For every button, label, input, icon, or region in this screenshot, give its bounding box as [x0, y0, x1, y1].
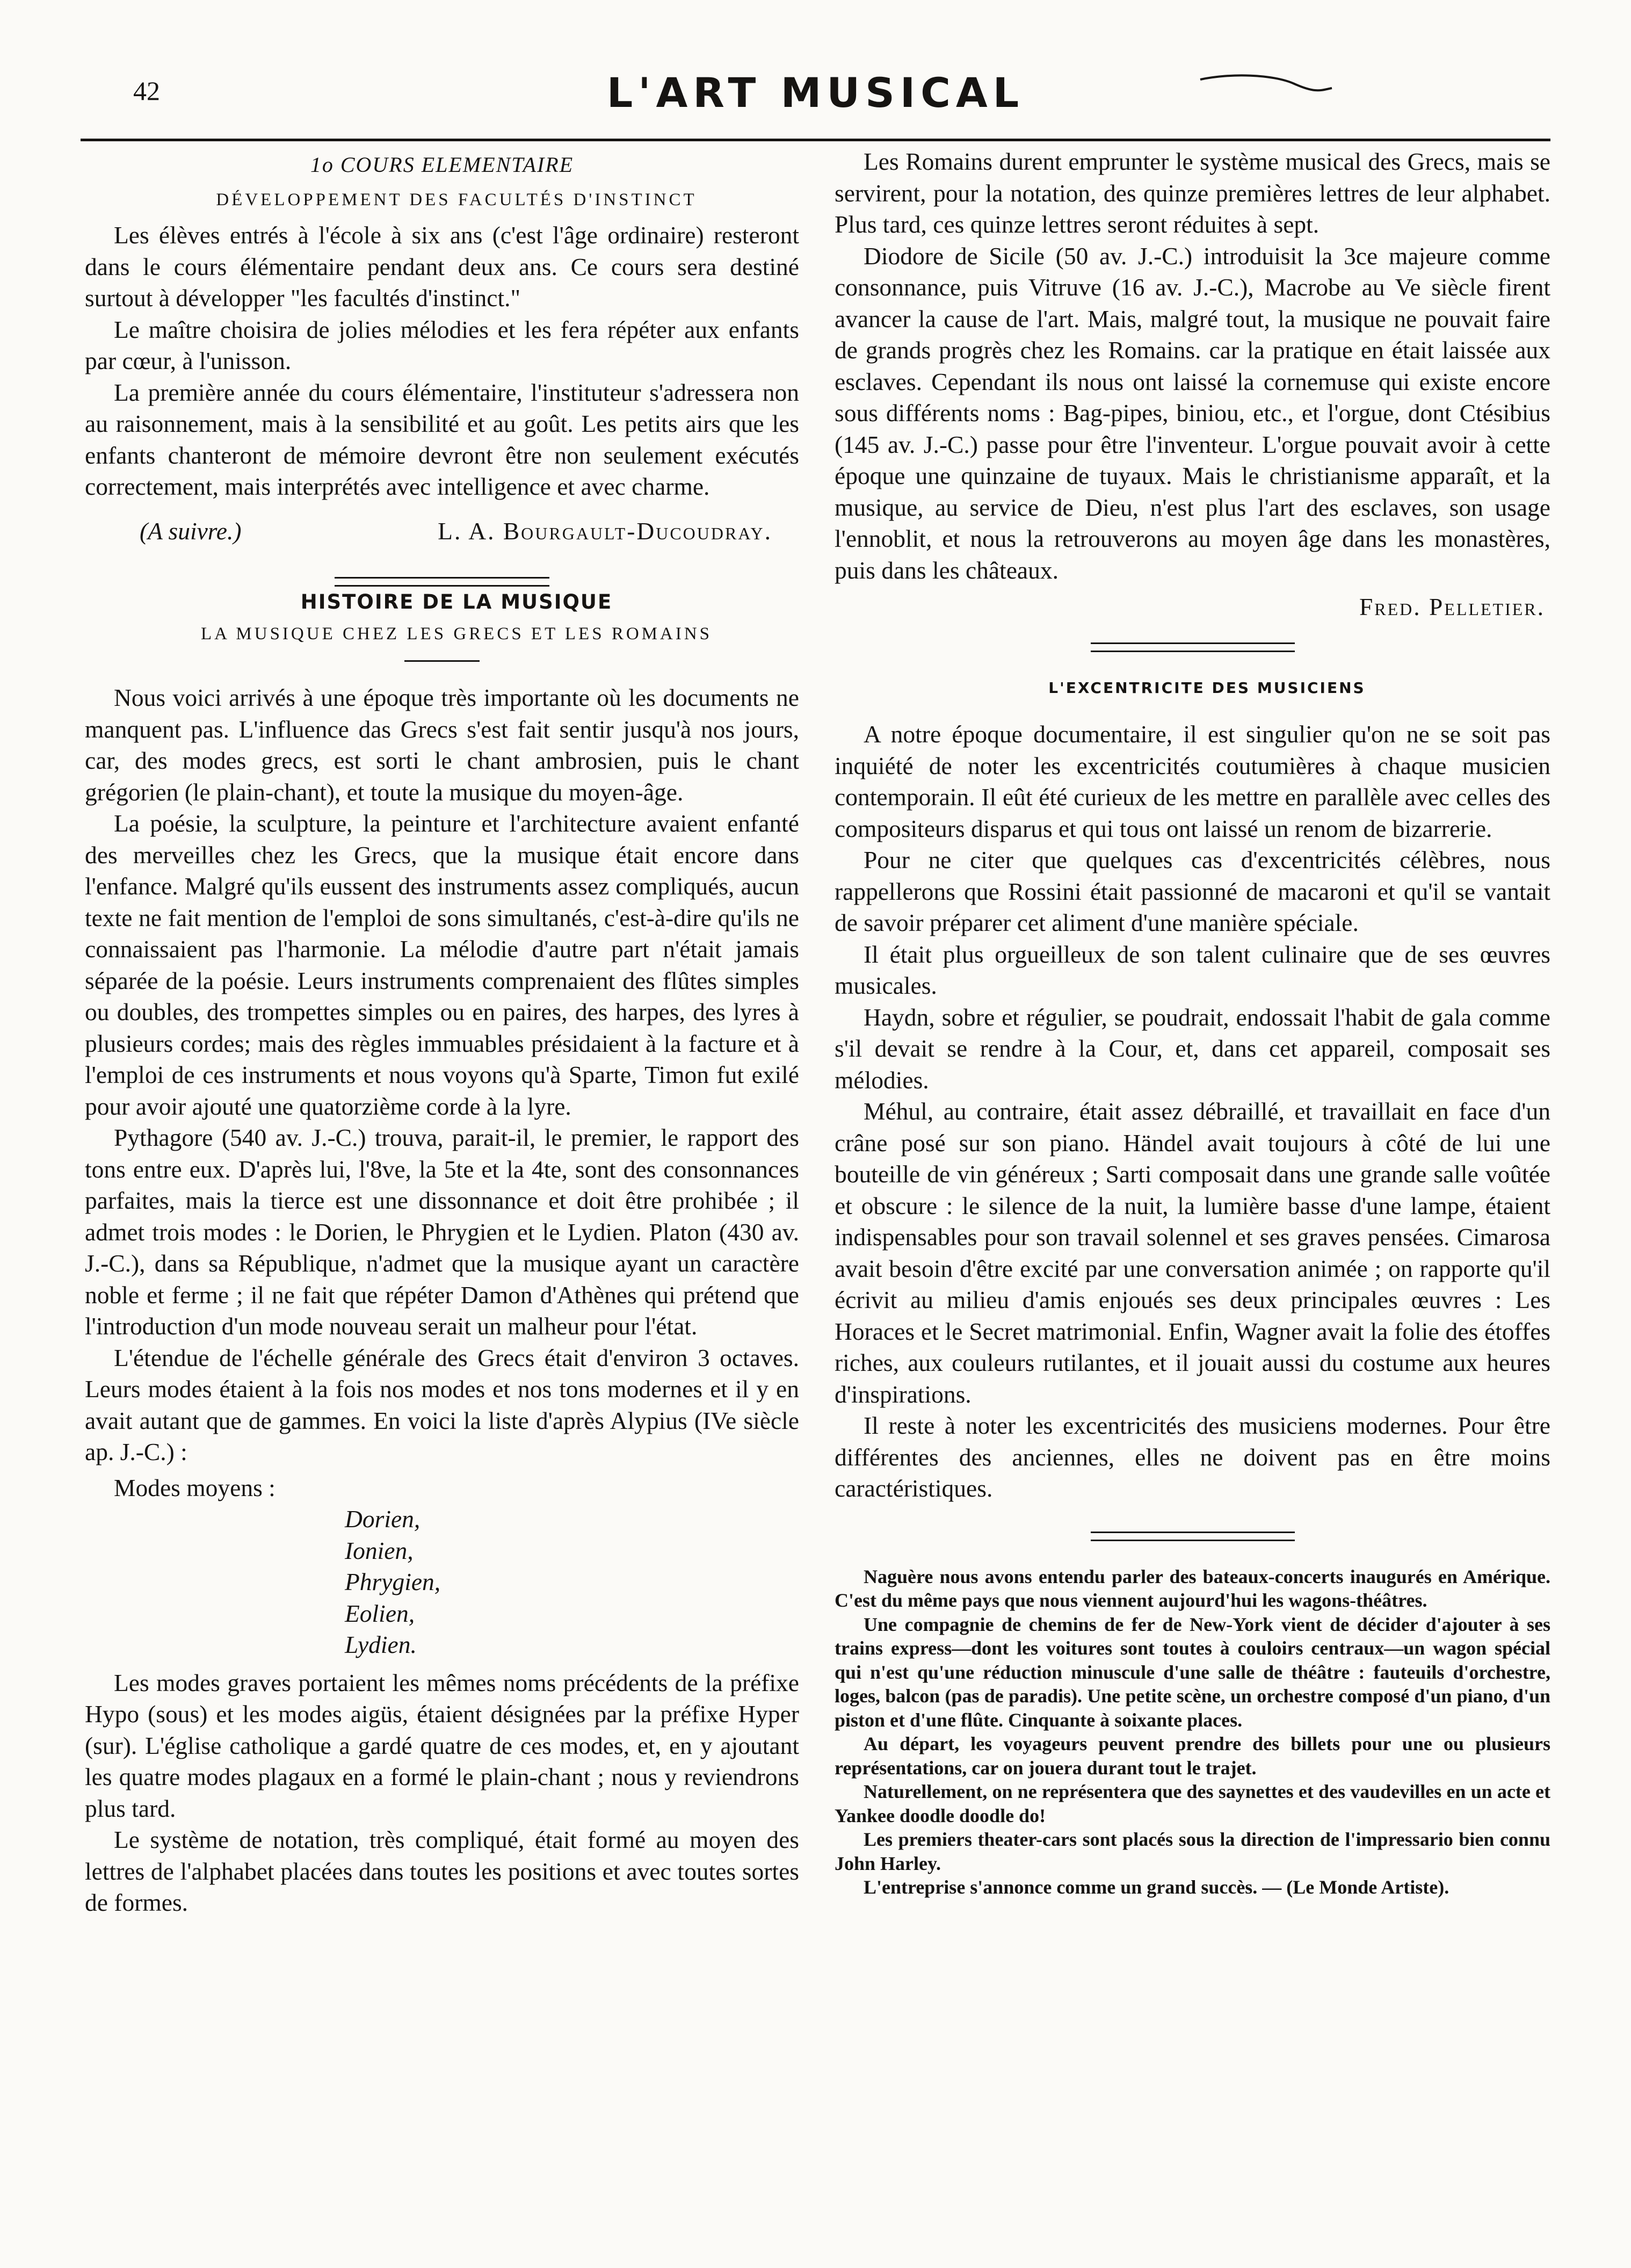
mode-item: Lydien. [345, 1631, 417, 1658]
paragraph: L'étendue de l'échelle générale des Grecs était d'environ 3 octaves. Leurs modes étaient à la fois nos modes et nos tons modernes et il y en avait autant que de gammes. En voici la liste d'après Alypius (IVe siècle ap. J.-C.) : [85, 1344, 799, 1465]
signature-line [85, 516, 799, 547]
header-rule [81, 139, 1550, 141]
news-notes [835, 1565, 1550, 1899]
note-paragraph: L'entreprise s'annonce comme un grand succès. — (Le Monde Artiste). [864, 1876, 1449, 1898]
section-subtitle: DÉVELOPPEMENT DES FACULTÉS D'INSTINCT [216, 190, 697, 210]
paragraph: Pythagore (540 av. J.-C.) trouva, parait-il, le premier, le rapport des tons entre eux. D'après lui, l'8ve, la 5te et la 4te, sont des consonnances parfaites, mais la tierce est une dissonnance et doit être prohibée ; il admet trois modes : le Dorien, le Phrygien et le Lydien. Platon (430 av. J.-C.), dans sa République, n'admet que la musique ayant un caractère noble et ferme ; il ne fait que répéter Damon d'Athènes qui prétend que l'introduction d'un mode nouveau serait un malheur pour l'état. [85, 1124, 799, 1340]
section-title: HISTOIRE DE LA MUSIQUE [300, 590, 613, 613]
section-title: L'EXCENTRICITE DES MUSICIENS [1048, 678, 1366, 697]
paragraph: La première année du cours élémentaire, l'instituteur s'adressera non au raisonnement, mais à la sensibilité et au goût. Les petits airs que les enfants chanteront de mémoire devront être non seulement exécutés correctement, mais interprétés avec intelligence et avec charme. [85, 378, 799, 500]
note-paragraph: Les premiers theater-cars sont placés sous la direction de l'impressario bien connu John Harley. [835, 1829, 1550, 1874]
double-rule-wrap [835, 1532, 1550, 1541]
note-paragraph: Naturellement, on ne représentera que des saynettes et des vaudevilles en un acte et Yankee doodle doodle do! [835, 1781, 1550, 1826]
paragraph: Nous voici arrivés à une époque très importante où les documents ne manquent pas. L'influence das Grecs s'est fait sentir jusqu'à nos jours, car, des modes grecs, est sorti le chant ambrosien, puis le chant grégorien (le plain-chant), et toute la musique du moyen-âge. [85, 684, 799, 806]
masthead: L'ART MUSICAL [606, 69, 1025, 117]
right-column [835, 146, 1550, 1899]
author: Fred. Pelletier. [1359, 593, 1545, 620]
short-rule [404, 660, 480, 662]
modes-label: Modes moyens : [114, 1474, 276, 1501]
double-rule [1091, 1532, 1295, 1541]
paragraph: Le système de notation, très compliqué, était formé au moyen des lettres de l'alphabet placées dans toutes les positions et avec toutes sortes de formes. [85, 1826, 799, 1916]
paragraph: Haydn, sobre et régulier, se poudrait, endossait l'habit de gala comme s'il devait se rendre à la Cour, et, dans cet appareil, composait ses mélodies. [835, 1003, 1550, 1094]
mode-item: Eolien, [345, 1599, 415, 1627]
note-paragraph: Une compagnie de chemins de fer de New-York vient de décider d'ajouter à ses trains express—dont les voitures sont toutes à couloirs centraux—un wagon spécial qui n'est qu'une réduction minuscule d'une salle de théâtre : fauteuils d'orchestre, loges, balcon (pas de paradis). Une petite scène, un orchestre composé d'un piano, d'un piston et d'une flûte. Cinquante à soixante places. [835, 1613, 1550, 1731]
mode-item: Dorien, [345, 1505, 421, 1533]
double-rule-wrap [835, 642, 1550, 652]
left-column [85, 146, 799, 1919]
pen-mark-decoration [1198, 69, 1337, 101]
page-number: 42 [133, 76, 160, 106]
paragraph: Le maître choisira de jolies mélodies et les fera répéter aux enfants par cœur, à l'unisson. [85, 315, 799, 374]
note-paragraph: Au départ, les voyageurs peuvent prendre des billets pour une ou plusieurs représentations, car on jouera durant tout le trajet. [835, 1733, 1550, 1779]
follow-note: (A suivre.) [140, 517, 242, 545]
double-rule [1091, 642, 1295, 652]
author: L. A. Bourgault-Ducoudray. [438, 517, 772, 545]
paragraph: Les élèves entrés à l'école à six ans (c'est l'âge ordinaire) resteront dans le cours élémentaire pendant deux ans. Ce cours sera destiné surtout à développer "les facultés d'instinct." [85, 221, 799, 312]
note-paragraph: Naguère nous avons entendu parler des bateaux-concerts inaugurés en Amérique. C'est du même pays que nous viennent aujourd'hui les wagons-théâtres. [835, 1565, 1550, 1611]
paragraph: Diodore de Sicile (50 av. J.-C.) introduisit la 3ce majeure comme consonnance, puis Vitruve (16 av. J.-C.), Macrobe au Ve siècle firent avancer la cause de l'art. Mais, malgré tout, la musique ne pouvait faire de grands progrès chez les Romains. car la pratique en était laissée aux esclaves. Cependant ils nous ont laissé la cornemuse qui existe encore sous différents noms : Bag-pipes, biniou, etc., et l'orgue, dont Ctésibius (145 av. J.-C.) passe pour être l'inventeur. L'orgue pouvait avoir à cette époque une quinzaine de tuyaux. Mais le christianisme apparaît, et la musique, au service de Dieu, n'est plus l'art des esclaves, son usage l'ennoblit, et nous la retrouverons au moyen âge dans les monastères, puis dans les châteaux. [835, 242, 1550, 584]
mode-item: Ionien, [345, 1536, 414, 1564]
paragraph: Il reste à noter les excentricités des musiciens modernes. Pour être différentes des anciennes, elles ne doivent pas en être moins caractéristiques. [835, 1412, 1550, 1502]
paragraph: Pour ne citer que quelques cas d'excentricités célèbres, nous rappellerons que Rossini était passionné de macaroni et qu'il se vantait de savoir préparer cet aliment d'une manière spéciale. [835, 846, 1550, 936]
section-title: 1o COURS ELEMENTAIRE [310, 153, 574, 177]
mode-item: Phrygien, [345, 1568, 441, 1595]
paragraph: Les modes graves portaient les mêmes noms précédents de la préfixe Hypo (sous) et les modes aigüs, étaient désignées par la préfixe Hyper (sur). L'église catholique a gardé quatre de ces modes, et, en y ajoutant les quatre modes plagaux en a formé le plain-chant ; nous y reviendrons plus tard. [85, 1669, 799, 1822]
paragraph: Méhul, au contraire, était assez débraillé, et travaillait en face d'un crâne posé sur son piano. Händel avait toujours à côté de lui une bouteille de vin généreux ; Sarti composait dans une grande salle voûtée et obscure : le silence de la nuit, la lumière basse d'une lampe, étaient indispensables pour son travail solennel et ses graves pensées. Cimarosa avait besoin d'être excité par une conversation animée ; on rapporte qu'il écrivit au milieu d'amis enjoués ses deux principales œuvres : Les Horaces et le Secret matrimonial. Enfin, Wagner avait la folie des étoffes riches, aux couleurs rutilantes, et il jouait aussi du costume aux heures d'inspirations. [835, 1097, 1550, 1408]
double-rule [335, 577, 549, 587]
paragraph: La poésie, la sculpture, la peinture et l'architecture avaient enfanté des merveilles chez les Grecs, que la musique était encore dans l'enfance. Malgré qu'ils eussent des instruments assez compliqués, aucun texte ne fait mention de l'emploi de sons simultanés, c'est-à-dire qu'ils ne connaissaient pas l'harmonie. La mélodie d'autre part n'était jamais séparée de la poésie. Leurs instruments comprenaient des flûtes simples ou doubles, des trompettes simples ou en paires, des harpes, des lyres à plusieurs cordes; mais des règles immuables présidaient à la facture et à l'emploi de ces instruments et nous voyons qu'à Sparte, Timon fut exilé pour avoir ajouté une quatorzième corde à la lyre. [85, 810, 799, 1120]
paragraph: Il était plus orgueilleux de son talent culinaire que de ses œuvres musicales. [835, 940, 1550, 999]
paragraph: A notre époque documentaire, il est singulier qu'on ne se soit pas inquiété de noter les excentricités coutumières à chaque musicien contemporain. Il eût été curieux de les mettre en parallèle avec celles des compositeurs disparus et qui tous ont laissé un renom de bizarrerie. [835, 720, 1550, 842]
double-rule-wrap [85, 577, 799, 587]
paragraph: Les Romains durent emprunter le système musical des Grecs, mais se servirent, pour la notation, des quinze premières lettres de leur alphabet. Plus tard, ces quinze lettres seront réduites à sept. [835, 148, 1550, 238]
section-subtitle: LA MUSIQUE CHEZ LES GRECS ET LES ROMAINS [200, 624, 713, 644]
